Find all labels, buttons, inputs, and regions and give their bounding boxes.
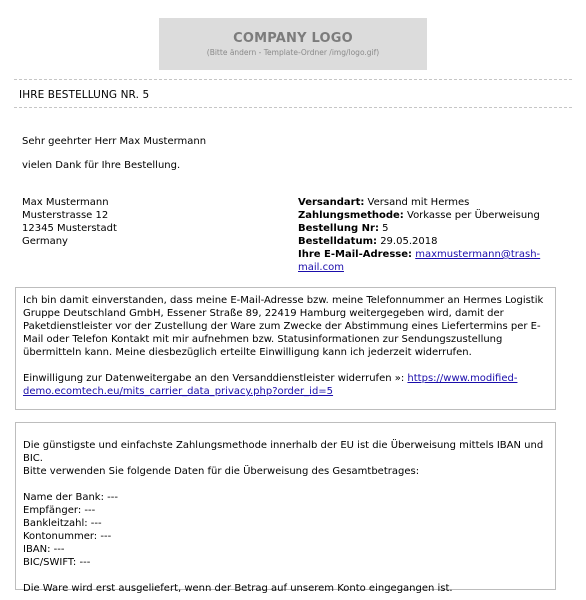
revoke-text: Einwilligung zur Datenweitergabe an den Versanddienstleister widerrufen »: (23, 373, 405, 384)
payment-label: Zahlungsmethode: (298, 210, 404, 221)
order-date-label: Bestelldatum: (298, 236, 377, 247)
order-date (298, 235, 553, 248)
bank-name-field: Name der Bank: --- (23, 492, 118, 503)
order-title: IHRE BESTELLUNG NR. 5 (19, 89, 150, 101)
payment-intro-2: Bitte verwenden Sie folgende Daten für die Überweisung des Gesamtbetrages: (23, 466, 420, 477)
address-country: Germany (22, 236, 68, 247)
divider-bottom (14, 107, 572, 108)
payment-footer: Die Ware wird erst ausgeliefert, wenn der Betrag auf unserem Konto eingegangen ist. (23, 583, 453, 594)
order-date-value: 29.05.2018 (380, 236, 438, 247)
payment-box (15, 422, 556, 594)
customer-email (298, 248, 553, 274)
bic-field: BIC/SWIFT: --- (23, 557, 91, 568)
consent-box (15, 287, 556, 410)
company-logo (159, 18, 427, 70)
salutation: Sehr geehrter Herr Max Mustermann (22, 136, 207, 147)
address-city: 12345 Musterstadt (22, 223, 117, 234)
iban-field: IBAN: --- (23, 544, 65, 555)
consent-text: Ich bin damit einverstanden, dass meine E-Mail-Adresse bzw. meine Telefonnummer an Hermes Logistik Gruppe Deutschland GmbH, Essener Straße 89, 22419 Hamburg weitergegeben wird, damit der Paketdienstleister vor der Zustellung der Ware zum Zwecke der Abstimmung eines Liefertermins per E-Mail oder Telefon Kontakt mit mir aufnehmen bzw. Statusinformationen zur Sendungszustellung übermitteln kann. Meine diesbezüglich erteilte Einwilligung kann ich jederzeit widerrufen. (23, 295, 544, 358)
shipping-value: Versand mit Hermes (367, 197, 470, 208)
shipping-label: Versandart: (298, 197, 365, 208)
thanks-text: vielen Dank für Ihre Bestellung. (22, 160, 181, 171)
revoke-paragraph (23, 372, 548, 398)
revoke-link[interactable]: https://www.modified-demo.ecomtech.eu/mits_carrier_data_privacy.php?order_id=5 (23, 373, 518, 397)
order-number (298, 222, 553, 235)
order-info (298, 196, 553, 274)
logo-subtitle: (Bitte ändern - Template-Ordner /img/logo.gif) (206, 48, 380, 57)
address-street: Musterstrasse 12 (22, 210, 109, 221)
account-number-field: Kontonummer: --- (23, 531, 112, 542)
divider-top (14, 79, 572, 80)
payment-value: Vorkasse per Überweisung (407, 210, 540, 221)
email-label: Ihre E-Mail-Adresse: (298, 249, 413, 260)
logo-title: COMPANY LOGO (233, 31, 353, 46)
billing-address (22, 196, 117, 248)
payment-intro-1: Die günstigste und einfachste Zahlungsmethode innerhalb der EU ist die Überweisung mittels IBAN und BIC. (23, 440, 544, 464)
order-number-value: 5 (382, 223, 389, 234)
email-link[interactable]: maxmustermann@trash-mail.com (298, 249, 541, 273)
recipient-field: Empfänger: --- (23, 505, 96, 516)
order-number-label: Bestellung Nr: (298, 223, 379, 234)
bank-code-field: Bankleitzahl: --- (23, 518, 102, 529)
payment-method (298, 209, 553, 222)
address-name: Max Mustermann (22, 197, 109, 208)
shipping-method (298, 196, 553, 209)
